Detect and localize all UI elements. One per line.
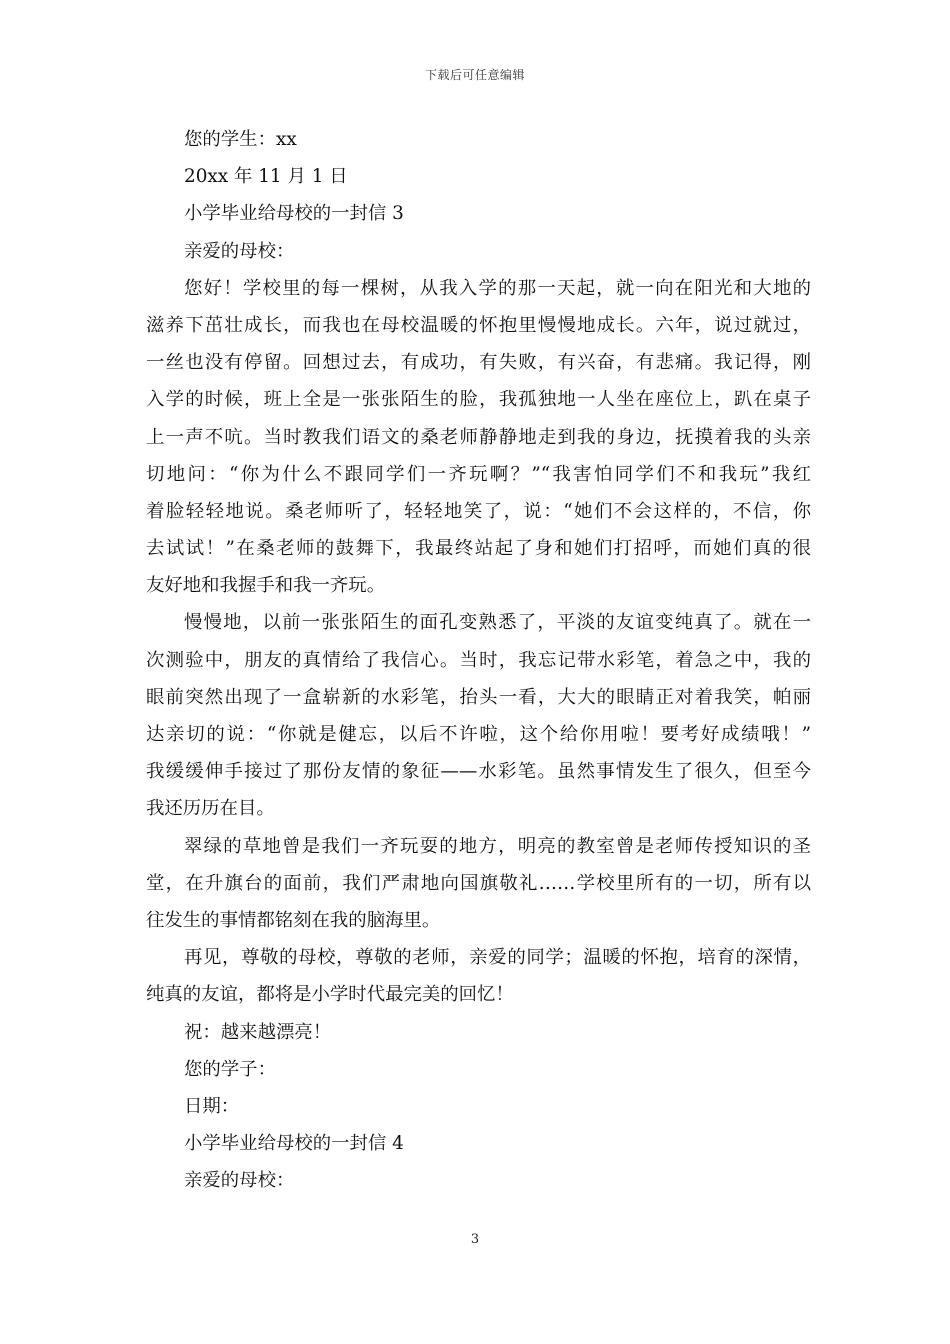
- document-body: [146, 121, 811, 1199]
- text-line: 亲爱的母校：: [184, 1170, 295, 1192]
- text-line: 慢慢地，以前一张张陌生的面孔变熟悉了，平淡的友谊变纯真了。就在一: [184, 612, 811, 634]
- text-line: 次测验中，朋友的真情给了我信心。当时，我忘记带水彩笔，着急之中，我的: [146, 649, 811, 671]
- text-line: 您好！学校里的每一棵树，从我入学的那一天起，就一向在阳光和大地的: [184, 277, 811, 299]
- text-line: 祝：越来越漂亮！: [184, 1021, 332, 1043]
- page-number: 3: [470, 1232, 480, 1247]
- text-line: 上一声不吭。当时教我们语文的桑老师静静地走到我的身边，抚摸着我的头亲: [146, 426, 811, 448]
- text-line: 友好地和我握手和我一齐玩。: [146, 575, 386, 597]
- text-line: 小学毕业给母校的一封信 4: [184, 1133, 404, 1155]
- text-line: 小学毕业给母校的一封信 3: [184, 203, 404, 225]
- text-line: 翠绿的草地曾是我们一齐玩耍的地方，明亮的教室曾是老师传授知识的圣: [184, 835, 811, 857]
- text-line: 往发生的事情都铭刻在我的脑海里。: [146, 909, 441, 931]
- text-line: 亲爱的母校：: [184, 240, 295, 262]
- text-line: 去试试！”在桑老师的鼓舞下，我最终站起了身和她们打招呼，而她们真的很: [146, 538, 811, 560]
- text-line: 切地问：“你为什么不跟同学们一齐玩啊？”“我害怕同学们不和我玩”我红: [146, 463, 811, 485]
- text-line: 滋养下茁壮成长，而我也在母校温暖的怀抱里慢慢地成长。六年，说过就过，: [146, 314, 811, 336]
- text-line: 达亲切的说：“你就是健忘，以后不许啦，这个给你用啦！要考好成绩哦！”: [146, 724, 811, 745]
- text-line: 我缓缓伸手接过了那份友情的象征——水彩笔。虽然事情发生了很久，但至今: [146, 761, 811, 783]
- page-header: 下载后可任意编辑: [424, 68, 525, 82]
- text-line: 日期：: [184, 1095, 240, 1117]
- text-line: 堂，在升旗台的面前，我们严肃地向国旗敬礼……学校里所有的一切，所有以: [146, 872, 811, 894]
- text-line: 着脸轻轻地说。桑老师听了，轻轻地笑了，说：“她们不会这样的，不信，你: [146, 500, 811, 522]
- text-line: 我还历历在目。: [146, 798, 275, 820]
- text-line: 一丝也没有停留。回想过去，有成功，有失败，有兴奋，有悲痛。我记得，刚: [146, 352, 811, 374]
- text-line: 入学的时候，班上全是一张张陌生的脸，我孤独地一人坐在座位上，趴在桌子: [146, 389, 811, 411]
- text-line: 再见，尊敬的母校，尊敬的老师，亲爱的同学；温暖的怀抱，培育的深情，: [184, 947, 811, 969]
- text-line: 20xx 年 11 月 1 日: [184, 166, 348, 188]
- text-line: 纯真的友谊，都将是小学时代最完美的回忆！: [146, 984, 514, 1006]
- text-line: 您的学生：xx: [184, 129, 297, 150]
- text-line: 眼前突然出现了一盒崭新的水彩笔，抬头一看，大大的眼睛正对着我笑，帕丽: [146, 686, 811, 708]
- text-line: 您的学子：: [184, 1058, 276, 1080]
